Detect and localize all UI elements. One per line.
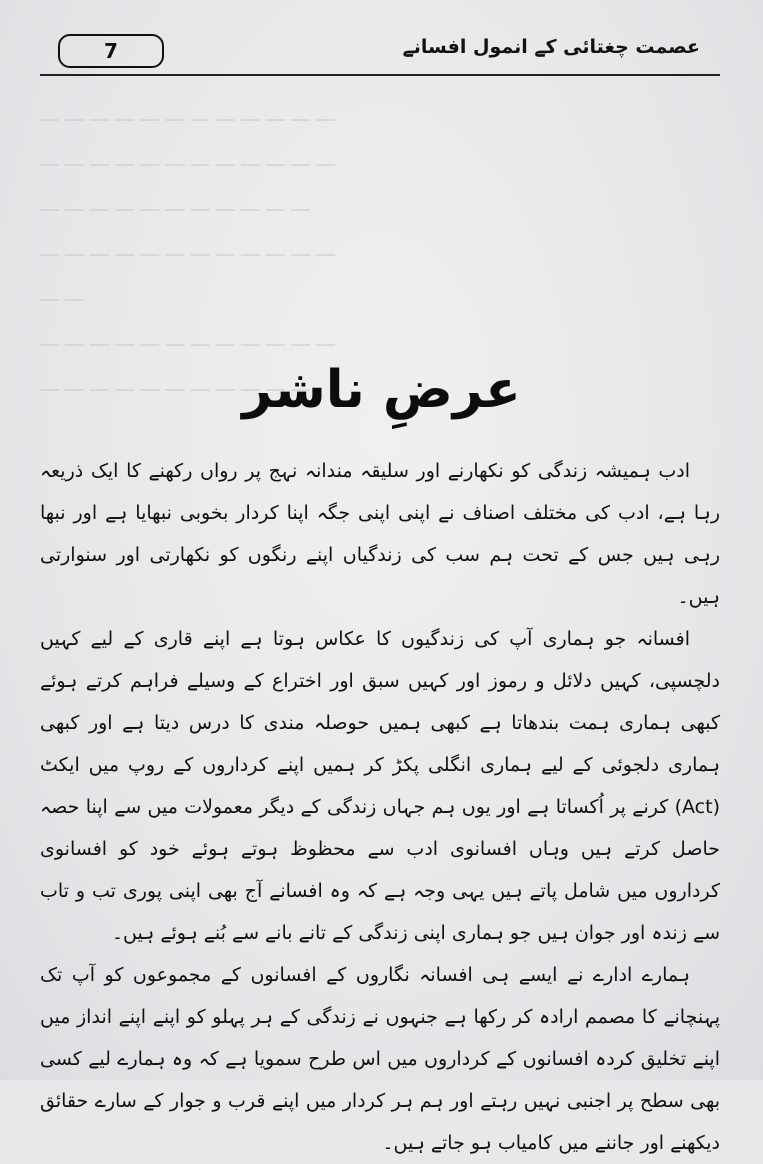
paragraph: ہمارے ادارے نے ایسے ہی افسانہ نگاروں کے افسانوں کے مجموعوں کو آپ تک پہنچانے کا مصمم ارادہ کر رکھا ہے جنہوں نے زندگی کے ہر پہلو کو اپنے اپنے انداز میں اپنے تخلیق کردہ افسانوں کے کرداروں میں اس طرح سمویا ہے کہ وہ ہمارے لیے کسی بھی سطح پر اجنبی نہیں رہتے اور ہم ہر کردار میں اپنے قرب و جوار کے سارے حقائق دیکھنے اور جاننے میں کامیاب ہو جاتے ہیں۔ [40,964,720,1154]
body-text [40,450,720,1164]
page-number: 7 [58,34,164,68]
paragraph: ادب ہمیشہ زندگی کو نکھارنے اور سلیقہ مندانہ نہج پر رواں رکھنے کا ایک ذریعہ رہا ہے، ادب کی مختلف اصناف نے اپنی اپنی جگہ اپنا کردار بخوبی نبھایا ہے اور نبھا رہی ہیں جس کے تحت ہم سب کی زندگیاں اپنے رنگوں کو نکھارتی اور سنوارتی ہیں۔ [40,460,720,608]
page-header [40,30,720,78]
paragraph: افسانہ جو ہماری آپ کی زندگیوں کا عکاس ہوتا ہے اپنے قاری کے لیے کہیں دلچسپی، کہیں دلائل و رموز اور کہیں سبق اور اختراع کے وسیلے فراہم کرتے ہوئے کبھی ہماری ہمت بندھاتا ہے کبھی ہمیں حوصلہ مندی کا درس دیتا ہے اور کبھی ہماری دلجوئی کے لیے ہماری انگلی پکڑ کر ہمیں اپنے کرداروں کے روپ میں ایکٹ (Act) کرنے پر اُکساتا ہے اور یوں ہم جہاں زندگی کے دیگر معمولات میں سے اپنا حصہ حاصل کرتے ہیں وہاں افسانوی ادب سے محظوظ ہوتے ہوئے خود کو افسانوی کرداروں میں شامل پاتے ہیں یہی وجہ ہے کہ وہ افسانے آج بھی اپنی پوری تب و تاب سے زندہ اور جوان ہیں جو ہماری اپنی زندگی کے تانے بانے سے بُنے ہوئے ہیں۔ [40,628,720,944]
page-heading: عرضِ ناشر [242,360,521,420]
header-divider [40,74,720,76]
book-title: عصمت چغتائی کے انمول افسانے [402,36,700,58]
bleed-through-text: ـــ ـــ ـــ ـــ ـــ ـــ ـــ ـــ ـــ ـــ ـــ ـــ ـــ ـــ ـــ ـــ ـــ ـــ ـــ ـــ ـــ ـــ ـــ ـــ ـــ ـــ ـــ ـــ ـــ ـــ ـــ ـــ ـــ ـــ ـــ ـــ ـــ ـــ ـــ ـــ ـــ ـــ ـــ ـــ ـــ ـــ ـــ ـــ ـــ ـــ ـــ ـــ ـــ ـــ ـــ ـــ ـــ ـــ ـــ ـــ ـــ ـــ ـــ ـــ ـــ ـــ ـــ ـــ ـــ ـــ ـــ ـــ [40,102,335,396]
